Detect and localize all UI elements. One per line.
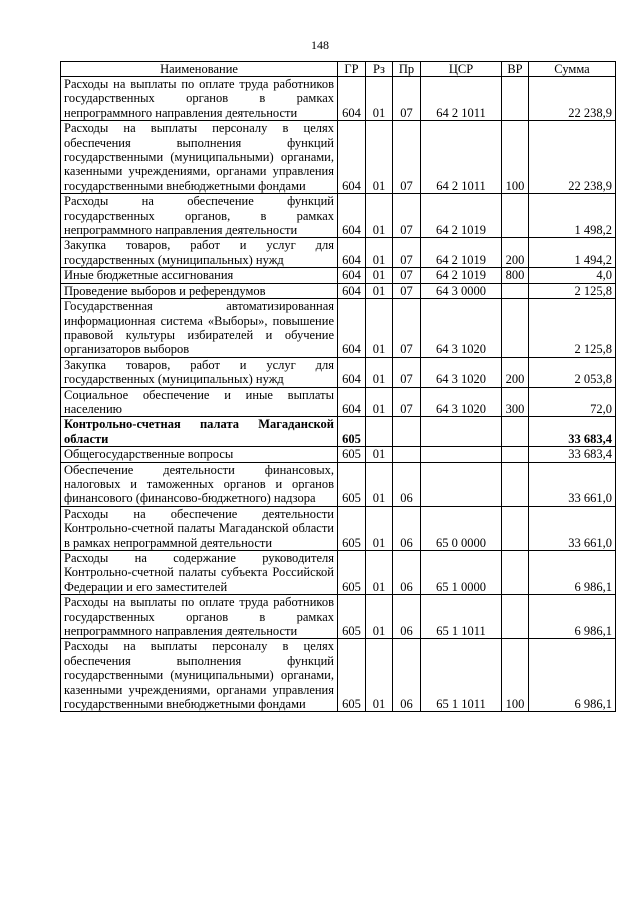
cell-pr: 07	[393, 387, 421, 417]
cell-rz: 01	[366, 595, 393, 639]
cell-sum: 1 494,2	[529, 238, 616, 268]
cell-name: Расходы на обеспечение функций государственных органов, в рамках непрограммного направления деятельности	[61, 194, 338, 238]
cell-pr: 07	[393, 121, 421, 194]
cell-csr: 64 2 1011	[421, 121, 502, 194]
cell-rz: 01	[366, 194, 393, 238]
cell-rz: 01	[366, 77, 393, 121]
cell-sum: 22 238,9	[529, 77, 616, 121]
cell-name: Иные бюджетные ассигнования	[61, 268, 338, 283]
cell-pr: 07	[393, 283, 421, 298]
cell-name: Расходы на выплаты персоналу в целях обеспечения выполнения функций государственными (муниципальными) органами, казенными учреждениями, органами управления государственными внебюджетными фондами	[61, 639, 338, 712]
cell-gr: 605	[338, 417, 366, 447]
cell-sum: 2 053,8	[529, 357, 616, 387]
cell-rz: 01	[366, 639, 393, 712]
cell-pr: 06	[393, 462, 421, 506]
header-rz: Рз	[366, 62, 393, 77]
cell-sum: 6 986,1	[529, 639, 616, 712]
cell-sum: 33 661,0	[529, 506, 616, 550]
cell-sum: 72,0	[529, 387, 616, 417]
cell-rz: 01	[366, 357, 393, 387]
cell-pr: 06	[393, 639, 421, 712]
cell-csr: 64 3 1020	[421, 299, 502, 358]
table-row	[61, 447, 616, 462]
cell-csr: 64 3 1020	[421, 357, 502, 387]
table-row	[61, 238, 616, 268]
cell-name: Расходы на содержание руководителя Контрольно-счетной палаты субъекта Российской Федерации и его заместителей	[61, 551, 338, 595]
cell-csr: 65 1 1011	[421, 595, 502, 639]
table-row	[61, 357, 616, 387]
cell-pr	[393, 447, 421, 462]
cell-rz: 01	[366, 551, 393, 595]
header-name: Наименование	[61, 62, 338, 77]
cell-gr: 604	[338, 283, 366, 298]
cell-name: Контрольно-счетная палата Магаданской области	[61, 417, 338, 447]
cell-pr: 07	[393, 194, 421, 238]
cell-vr: 100	[502, 639, 529, 712]
table-row	[61, 121, 616, 194]
cell-sum: 33 683,4	[529, 417, 616, 447]
cell-pr: 07	[393, 268, 421, 283]
table-body	[61, 77, 616, 712]
cell-pr: 07	[393, 299, 421, 358]
cell-vr: 200	[502, 238, 529, 268]
cell-gr: 604	[338, 121, 366, 194]
cell-sum: 6 986,1	[529, 551, 616, 595]
header-vr: ВР	[502, 62, 529, 77]
cell-gr: 604	[338, 387, 366, 417]
cell-vr: 100	[502, 121, 529, 194]
cell-sum: 22 238,9	[529, 121, 616, 194]
cell-name: Общегосударственные вопросы	[61, 447, 338, 462]
cell-csr: 64 3 1020	[421, 387, 502, 417]
cell-rz: 01	[366, 447, 393, 462]
table-row	[61, 194, 616, 238]
cell-name: Проведение выборов и референдумов	[61, 283, 338, 298]
cell-pr: 07	[393, 77, 421, 121]
cell-name: Государственная автоматизированная информационная система «Выборы», повышение правовой культуры избирателей и обучение организаторов выборов	[61, 299, 338, 358]
cell-sum: 1 498,2	[529, 194, 616, 238]
cell-rz: 01	[366, 462, 393, 506]
cell-csr: 64 2 1019	[421, 194, 502, 238]
cell-gr: 605	[338, 506, 366, 550]
cell-vr	[502, 551, 529, 595]
cell-gr: 604	[338, 299, 366, 358]
cell-pr: 06	[393, 506, 421, 550]
cell-sum: 33 683,4	[529, 447, 616, 462]
cell-rz: 01	[366, 387, 393, 417]
cell-vr	[502, 283, 529, 298]
cell-name: Расходы на выплаты по оплате труда работников государственных органов в рамках непрограммного направления деятельности	[61, 77, 338, 121]
header-pr: Пр	[393, 62, 421, 77]
table-row	[61, 506, 616, 550]
cell-vr	[502, 506, 529, 550]
cell-name: Закупка товаров, работ и услуг для государственных (муниципальных) нужд	[61, 238, 338, 268]
table-header-row	[61, 62, 616, 77]
table-row	[61, 268, 616, 283]
table-row	[61, 551, 616, 595]
cell-rz: 01	[366, 121, 393, 194]
table-row	[61, 299, 616, 358]
table-row	[61, 77, 616, 121]
cell-sum: 4,0	[529, 268, 616, 283]
cell-gr: 605	[338, 639, 366, 712]
cell-name: Социальное обеспечение и иные выплаты населению	[61, 387, 338, 417]
page-number: 148	[311, 38, 329, 52]
header-gr: ГР	[338, 62, 366, 77]
header-sum: Сумма	[529, 62, 616, 77]
cell-vr	[502, 194, 529, 238]
cell-csr	[421, 462, 502, 506]
cell-sum: 33 661,0	[529, 462, 616, 506]
cell-pr: 07	[393, 238, 421, 268]
cell-csr: 64 2 1019	[421, 238, 502, 268]
cell-csr: 64 2 1011	[421, 77, 502, 121]
cell-vr	[502, 77, 529, 121]
cell-rz: 01	[366, 299, 393, 358]
cell-vr	[502, 447, 529, 462]
cell-name: Обеспечение деятельности финансовых, налоговых и таможенных органов и органов финансового (финансово-бюджетного) надзора	[61, 462, 338, 506]
table-row	[61, 283, 616, 298]
cell-pr: 06	[393, 595, 421, 639]
cell-vr	[502, 595, 529, 639]
table-row	[61, 417, 616, 447]
cell-gr: 604	[338, 268, 366, 283]
cell-rz: 01	[366, 268, 393, 283]
table-row	[61, 462, 616, 506]
cell-rz: 01	[366, 283, 393, 298]
cell-csr: 65 0 0000	[421, 506, 502, 550]
cell-csr: 64 3 0000	[421, 283, 502, 298]
cell-gr: 605	[338, 551, 366, 595]
cell-gr: 604	[338, 77, 366, 121]
cell-pr	[393, 417, 421, 447]
cell-rz: 01	[366, 506, 393, 550]
cell-gr: 605	[338, 595, 366, 639]
cell-csr: 64 2 1019	[421, 268, 502, 283]
cell-csr	[421, 417, 502, 447]
cell-vr: 800	[502, 268, 529, 283]
table-row	[61, 387, 616, 417]
cell-name: Расходы на выплаты персоналу в целях обеспечения выполнения функций государственными (муниципальными) органами, казенными учреждениями, органами управления государственными внебюджетными фондами	[61, 121, 338, 194]
table-row	[61, 595, 616, 639]
cell-gr: 605	[338, 462, 366, 506]
cell-name: Закупка товаров, работ и услуг для государственных (муниципальных) нужд	[61, 357, 338, 387]
cell-gr: 604	[338, 357, 366, 387]
cell-gr: 605	[338, 447, 366, 462]
cell-name: Расходы на выплаты по оплате труда работников государственных органов в рамках непрограммного направления деятельности	[61, 595, 338, 639]
cell-csr	[421, 447, 502, 462]
budget-table	[60, 61, 616, 712]
cell-pr: 06	[393, 551, 421, 595]
cell-vr: 300	[502, 387, 529, 417]
cell-vr: 200	[502, 357, 529, 387]
cell-vr	[502, 462, 529, 506]
cell-rz	[366, 417, 393, 447]
cell-gr: 604	[338, 238, 366, 268]
cell-csr: 65 1 0000	[421, 551, 502, 595]
header-csr: ЦСР	[421, 62, 502, 77]
cell-name: Расходы на обеспечение деятельности Контрольно-счетной палаты Магаданской области в рамках непрограммной деятельности	[61, 506, 338, 550]
cell-pr: 07	[393, 357, 421, 387]
cell-rz: 01	[366, 238, 393, 268]
cell-sum: 2 125,8	[529, 283, 616, 298]
cell-csr: 65 1 1011	[421, 639, 502, 712]
cell-sum: 6 986,1	[529, 595, 616, 639]
cell-vr	[502, 417, 529, 447]
table-row	[61, 639, 616, 712]
cell-gr: 604	[338, 194, 366, 238]
cell-sum: 2 125,8	[529, 299, 616, 358]
cell-vr	[502, 299, 529, 358]
